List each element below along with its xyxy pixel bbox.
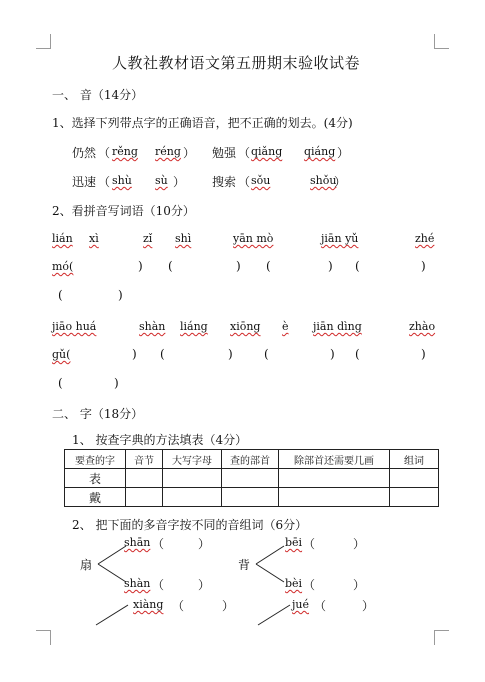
poly-paren-close: ） (353, 578, 366, 592)
q1-row1-word1: 仍然 (72, 146, 97, 160)
poly-paren-close: ） (362, 599, 375, 613)
q1-row1-option-a1[interactable]: rěng (112, 145, 138, 158)
pinyin-xi: xì (89, 232, 99, 245)
answer-paren-open-4: ( (355, 259, 360, 273)
answer-paren-close-7: ) (228, 347, 233, 361)
table-cell-char: 表 (65, 469, 126, 488)
branch-line-jue (256, 603, 296, 633)
table-cell-char: 戴 (65, 488, 126, 507)
table-cell[interactable] (126, 469, 163, 488)
q1-row1-option-a2[interactable]: qiǎng (251, 145, 283, 158)
table-cell[interactable] (222, 469, 279, 488)
table-cell[interactable] (390, 488, 439, 507)
pinyin-gu-open: gǔ( (52, 348, 71, 361)
poly-paren-close: ） (198, 537, 211, 551)
pinyin-zi: zǐ (143, 232, 153, 245)
answer-paren-open-5: ( (58, 288, 63, 302)
answer-paren-close-6: ) (132, 347, 137, 361)
q1-row2-option-a2[interactable]: sǒu (251, 174, 271, 187)
poly-reading-shan1: shān (124, 536, 151, 549)
table-header: 组词 (390, 450, 439, 469)
poly-paren-close: ） (198, 578, 211, 592)
s2-q1-prompt: 1、 按查字典的方法填表（4分） (72, 433, 248, 447)
table-header-row (65, 450, 439, 469)
poly-paren-open: （ (152, 537, 165, 551)
branch-lines-bei (250, 542, 290, 586)
answer-paren-open-7: ( (160, 347, 165, 361)
pinyin-zhe: zhé (415, 232, 435, 245)
table-cell[interactable] (163, 488, 222, 507)
poly-char-bei: 背 (238, 558, 251, 572)
pinyin-jiao-hua: jiāo huá (52, 320, 97, 333)
table-header: 要查的字 (65, 450, 126, 469)
section2-heading: 二、 字（18分） (52, 407, 144, 421)
table-header: 大写字母 (163, 450, 222, 469)
q1-row1-option-b2[interactable]: qiáng (304, 145, 336, 158)
table-cell[interactable] (126, 488, 163, 507)
crop-mark-top-left (36, 34, 51, 49)
answer-paren-open-9: ( (355, 347, 360, 361)
answer-paren-open-10: ( (58, 376, 63, 390)
q1-row2-open2: （ (238, 175, 251, 189)
s2-q2-prompt: 2、 把下面的多音字按不同的音组词（6分） (72, 518, 308, 532)
pinyin-lian: lián (52, 232, 73, 245)
poly-paren-open: （ (172, 599, 185, 613)
q1-row2-option-a1[interactable]: shù (112, 174, 132, 187)
table-cell[interactable] (279, 488, 390, 507)
answer-paren-close-4: ) (421, 259, 426, 273)
section1-heading: 一、 音（14分） (52, 88, 144, 102)
pinyin-jian-yu: jiān yǔ (321, 232, 359, 245)
q1-row2-word1: 迅速 (72, 175, 97, 189)
dictionary-lookup-table (64, 449, 439, 507)
answer-paren-close-10: ) (114, 376, 119, 390)
branch-line-xiang (94, 603, 134, 633)
q1-row2-open1: （ (98, 175, 111, 189)
q2-prompt: 2、看拼音写词语（10分） (52, 204, 195, 218)
table-cell[interactable] (279, 469, 390, 488)
pinyin-mo-open: mó( (52, 260, 74, 273)
poly-paren-open: （ (152, 578, 165, 592)
table-cell[interactable] (222, 488, 279, 507)
table-header: 查的部首 (222, 450, 279, 469)
q1-row1-close1: ） (183, 146, 196, 160)
answer-paren-close-1: ) (138, 259, 143, 273)
q1-row1-word2: 勉强 (212, 146, 237, 160)
answer-paren-open-3: ( (266, 259, 271, 273)
q1-row2-close2: ） (334, 175, 347, 189)
pinyin-jian-ding: jiān dìng (313, 320, 362, 333)
answer-paren-close-2: ) (236, 259, 241, 273)
answer-paren-close-9: ) (421, 347, 426, 361)
poly-paren-open: （ (314, 599, 327, 613)
crop-mark-bottom-right (434, 630, 449, 645)
pinyin-zhao: zhào (409, 320, 436, 333)
poly-paren-close: ） (222, 599, 235, 613)
poly-reading-bei1: bēi (285, 536, 303, 549)
poly-reading-shan4: shàn (124, 577, 151, 590)
pinyin-shan: shàn (139, 320, 166, 333)
poly-paren-close: ） (353, 537, 366, 551)
poly-reading-jue: jué (292, 598, 310, 611)
pinyin-liang: liáng (180, 320, 208, 333)
table-row (65, 488, 439, 507)
q1-row1-open2: （ (238, 146, 251, 160)
poly-paren-open: （ (303, 537, 316, 551)
q1-prompt: 1、选择下列带点字的正确语音，把不正确的划去。(4分) (52, 116, 353, 130)
page-title: 人教社教材语文第五册期末验收试卷 (112, 54, 361, 72)
table-cell[interactable] (163, 469, 222, 488)
q1-row1-open1: （ (98, 146, 111, 160)
pinyin-e: è (282, 320, 289, 333)
q1-row2-close1: ） (173, 175, 186, 189)
table-header: 除部首还需要几画 (279, 450, 390, 469)
q1-row2-word2: 搜索 (212, 175, 237, 189)
answer-paren-close-3: ) (328, 259, 333, 273)
pinyin-xiong: xiōng (230, 320, 261, 333)
poly-paren-open: （ (303, 578, 316, 592)
answer-paren-open-8: ( (264, 347, 269, 361)
answer-paren-close-5: ) (118, 288, 123, 302)
table-cell[interactable] (390, 469, 439, 488)
pinyin-shi: shì (175, 232, 192, 245)
pinyin-yan-mo: yān mò (233, 232, 274, 245)
q1-row2-option-b1[interactable]: sù (155, 174, 168, 187)
poly-reading-bei4: bèi (285, 577, 303, 590)
crop-mark-bottom-left (36, 630, 51, 645)
poly-char-shan: 扇 (80, 558, 93, 572)
q1-row1-close2: ） (337, 146, 350, 160)
q1-row2-option-b2[interactable]: shǒu (310, 174, 337, 187)
poly-reading-xiang: xiàng (133, 598, 164, 611)
crop-mark-top-right (434, 34, 449, 49)
answer-paren-close-8: ) (330, 347, 335, 361)
answer-paren-open-2: ( (168, 259, 173, 273)
q1-row1-option-b1[interactable]: réng (155, 145, 181, 158)
table-row (65, 469, 439, 488)
table-header: 音节 (126, 450, 163, 469)
